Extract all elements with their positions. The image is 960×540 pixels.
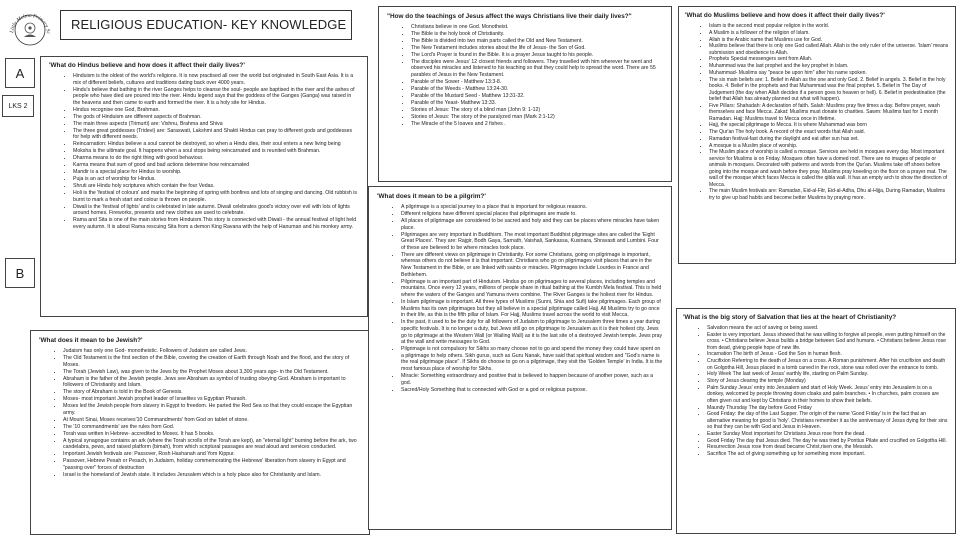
list-item: • Puja is an act of worship for Hindus. [73, 176, 359, 183]
list-item: • Incarnation The birth of Jesus - God the Son in human flesh. [707, 351, 949, 357]
list-item: • The three great goddesses (Tridevi) are: Saraswati, Lakshmi and Shakti Hindus can pray to different gods and goddesses for help with different needs. [73, 128, 359, 141]
jewish-heading: 'What does it mean to be Jewish?' [39, 337, 143, 344]
list-item: • Reincarnation: Hindus believe a soul cannot be destroyed, so when a Hindu dies, their soul enters a new living being [73, 141, 359, 148]
list-item: • Different religions have different special places that pilgrimages are made to. [401, 211, 663, 218]
muslim-list [685, 23, 949, 201]
list-item: • Important Jewish festivals are: Passover, Rosh Hashanah and Yom Kippur. [63, 451, 361, 458]
list-item: • Stories of Jesus: The story of the paralyzed man (Mark 2:1-12) [411, 114, 663, 121]
list-item: • Moses- most important Jewish prophet leader of Israelites vs Egyptian Pharaoh. [63, 396, 361, 403]
list-item: • Five Pillars: Shahadah: A declaration of faith. Salah: Muslims pray five times a day. Before prayer, wash themselves and face Mecca. Zakat: Muslims must donate to charities. Sawm: Muslims fast for 1 month Ramadan. Hajj: Muslims travel to Mecca once in lifetime. [709, 103, 949, 122]
list-item: • Dharma means to do the right thing with good behaviour. [73, 155, 359, 162]
list-item: • Diwali is the 'festival of lights' and is celebrated in late autumn. Diwali celebrates good's victory over evil with lots of lights around homes. Fireworks, presents and new clothes are used to celebrate. [73, 204, 359, 217]
list-item: • Passover, Hebrew Pesah or Pesach, in Judaism, holiday commemorating the Hebrews' liberation from slavery in Egypt and "passing over" forces of destruction [63, 458, 361, 471]
list-item: • Shruti are Hindu holy scriptures which contain the four Vedas. [73, 183, 359, 190]
list-item: • A typical synagogue contains an ark (where the Torah scrolls of the Torah are kept), an "eternal light" burning before the ark, two candelabra, pews, and raised platform (bimah), from which scriptural passages are read aloud and services conducted. [63, 438, 361, 451]
list-item: • A pilgrimage is a special journey to a place that is important for religious reasons. [401, 204, 663, 211]
jesus-teachings-panel [378, 6, 672, 182]
jewish-knowledge-panel [30, 330, 370, 535]
list-item: • Hinduism is the oldest of the world's religions. It is now practised all over the world but originated in South East Asia. It is a mix of different beliefs, cultures and traditions dating back over 4000 years. [73, 73, 359, 86]
list-item: • Holi is the 'festival of colours' and marks the beginning of spring with bonfires and lots of singing and dancing. Old rubbish is burnt to mark a fresh start and colour is thrown on people. [73, 190, 359, 203]
list-item: • Christians believe in one God. Monotheist. [411, 24, 663, 31]
pilgrim-heading: 'What does it mean to be a pilgrim?' [377, 193, 486, 200]
school-logo [4, 4, 56, 56]
list-item: • The New Testament includes stories about the life of Jesus- the Son of God. [411, 45, 663, 52]
list-item: • Muhammad was the last prophet and the key prophet in Islam. [709, 63, 949, 69]
list-item: • Salvation means the act of saving or being saved. [707, 325, 949, 331]
list-item: • Mandir is a special place for Hindus to worship. [73, 169, 359, 176]
list-item: • A mosque is a Muslim place of worship. [709, 143, 949, 149]
section-label-a: A [5, 58, 35, 88]
list-item: • Story of Jesus clearing the temple (Monday) [707, 378, 949, 384]
list-item: • The Bible is divided into two main parts called the Old and New Testament. [411, 38, 663, 45]
list-item: • The six main beliefs are: 1. Belief in Allah as the one and only God. 2. Belief in angels. 3. Belief in the holy books. 4. Belief in the prophets and that Muhammad was the final prophet. 5. Belief in The Day of Judgement (the day when Allah decides if a person goes to heaven or hell). 6. Belief in predestination (the belief that Allah has already planned out what will happen). [709, 77, 949, 103]
list-item: • Palm Sunday Jesus' entry into Jerusalem and start of Holy Week. Jesus' entry into Jerusalem is on a donkey, welcomed by people throwing down cloaks and palm branches. • In churches, palm crosses are often given out and kept by Christians in their homes to show their beliefs. [707, 385, 949, 404]
list-item: • The story of Abraham is told in the Book of Genesis. [63, 389, 361, 396]
list-item: • Torah was written in Hebrew- accredited to Moses. It has 5 books. [63, 431, 361, 438]
list-item: • Allah is the Arabic name that Muslims use for God. [709, 37, 949, 43]
list-item: • The Miracle of the 5 loaves and 2 fishes . [411, 121, 663, 128]
list-item: • Moksha is the ultimate goal. It happens when a soul stops being reincarnated and is reunited with Brahman. [73, 148, 359, 155]
list-item: • Moses led the Jewish people from slavery in Egypt to freedom. He parted the Red Sea so that they could escape the Egyptian army. [63, 403, 361, 416]
list-item: • Holy Week The last week of Jesus' earthly life, starting on Palm Sunday. [707, 371, 949, 377]
jesus-heading: "How do the teachings of Jesus affect the ways Christians live their daily lives?" [387, 13, 632, 20]
list-item: • There are different views on pilgrimage in Christianity. For some Christians, going on pilgrimage is important, whereas others do not believe it is that important. Christians who go on pilgrimages visit places that are in the New Testament in the Bible, or are linked with saints or miracles. Pilgrimages include Lourdes in France and Bethlehem. [401, 252, 663, 279]
list-item: • Parable of the Sower - Matthew 13:3-8. [411, 79, 663, 86]
list-item: • Prophets Special messengers sent from Allah. [709, 56, 949, 62]
salvation-heading: 'What is the big story of Salvation that lies at the heart of Christianity? [683, 314, 897, 321]
list-item: • The '10 commandments' are the rules from God. [63, 424, 361, 431]
list-item: • In Islam pilgrimage is important. All three types of Muslims (Sunni, Shia and Sufi) take pilgrimages. Each group of Muslims has its own pilgrimages but they all believe in a special pilgrimage called Hajj. All Muslims try to go once in their life, as this is the fifth pillar of Islam. For Hajj, Muslims travel across the world to visit Mecca. [401, 299, 663, 319]
list-item: • The gods of Hinduism are different aspects of Brahman. [73, 114, 359, 121]
hindu-heading: 'What do Hindus believe and how does it affect their daily lives?' [49, 62, 245, 69]
list-item: • Rama and Sita is one of the main stories from Hinduism.This story is connected with Diwali - the annual festival of light held every autumn. It is about Rama rescuing Sita from a demon King Ravana with the help of Hanuman and his monkey army. [73, 217, 359, 230]
list-item: • The Qur'an The holy book. A record of the exact words that Allah said. [709, 129, 949, 135]
list-item: • Pilgrimages are very important in Buddhism. The most important Buddhist pilgrimage sites are called the 'Eight Great Places'. They are: Rajgir, Bodh Gaya, Sarnath, Vaishali, Sankassa, Kusinara, Shravasti and Lumbini. Four of these are believed to be where miracles took place. [401, 232, 663, 252]
list-item: • Ramadan festival-fast during the daylight and eat after sun has set. [709, 136, 949, 142]
list-item: • Islam is the second most popular religion in the world. [709, 23, 949, 29]
list-item: • A Muslim is a follower of the religion of Islam. [709, 30, 949, 36]
muslim-knowledge-panel [678, 6, 956, 264]
list-item: • Sacrifice The act of giving something up for something more important. [707, 451, 949, 457]
pilgrim-knowledge-panel [368, 186, 672, 530]
list-item: • Judaism has only one God- monotheistic. Followers of Judaism are called Jews. [63, 348, 361, 355]
list-item: • Abraham is the father of the Jewish people. Jews see Abraham as symbol of trusting obeying God. Abraham is important to followers of Christianity and Islam. [63, 376, 361, 389]
list-item: • Sacred/Holy Something that is connected with God or a god or religious purpose. [401, 387, 663, 394]
svg-text:Little Melton Primary School [4, 4, 51, 35]
list-item: • The disciples were Jesus' 12 closest friends and followers. They travelled with him wherever he went and observed his miracles and listened to his teaching so that they could help to spread the word. There are 55 parables of Jesus in the New Testament. [411, 59, 663, 79]
list-item: • Israel is the homeland of Jewish state. It includes Jerusalem which is a holy place also for Christianity and Islam. [63, 472, 361, 479]
hindu-knowledge-panel [40, 56, 368, 317]
list-item: • Easter Sunday Most important for Christians Jesus rose from the dead. [707, 431, 949, 437]
list-item: • Easter is very important. Jesus showed that he was willing to forgive all people, even putting himself on the cross. • Christians believe Jesus builds a bridge between God and humans. • Christians believe Jesus rose from dead, giving people hope of new life. [707, 332, 949, 351]
list-item: • Good Friday The day that Jesus died. The day he was tried by Pontius Pilate and crucified on Golgotha Hill. [707, 438, 949, 444]
list-item: • Pilgrimage is an important part of Hinduism. Hindus go on pilgrimages to several places, including temples and mountains. Once every 12 years, millions of people share in ritual bathing at the Kumbh Mela festival. This is held where the waters of the Ganges and Yamuna rivers combine. The River Ganges is the holiest river for Hindus. [401, 279, 663, 299]
list-item: • In the past, it used to be the duty for all followers of Judaism to pilgrimage to Jerusalem three times a year during specific festivals. It is no longer a duty, but Jews still go on pilgrimage to Jerusalem as it is their holiest city. Jews go to pilgrimage at the Western Wall (or Wailing Wall) as it is the last site of a destroyed Jewish temple. Jews pray at the wall and write messages to God. [401, 319, 663, 346]
list-item: • Parable of the Mustard Seed - Matthew 13:31-32. [411, 93, 663, 100]
jewish-list [39, 348, 361, 478]
list-item: • Resurrection Jesus rose from dead became Christ,risen one, the Messiah. [707, 444, 949, 450]
list-item: • Crucifixion Referring to the death of Jesus on a cross. A Roman punishment. After his crucifixion and death on Golgotha Hill, Jesus placed in a tomb carved in the rock, stone was rolled over the entrance to tomb. [707, 358, 949, 371]
list-item: • Good Friday: the day of the Last Supper. The origin of the name 'Good Friday' is in the fact that an alternative meaning for good is 'holy'. Christians remember it as the anniversary of Jesus dying for their sins so that they can be with God and Jesus in Heaven. [707, 411, 949, 430]
muslim-heading: 'What do Muslims believe and how does it affect their daily lives?' [685, 12, 885, 19]
list-item: • Maundy Thursday The day before Good Friday [707, 405, 949, 411]
list-item: • Pilgrimage is not compulsory for Sikhs so many choose not to go and spend the money they could have spent on a pilgrimage to help others. Sikh gurus, such as Guru Nanak, have said that spiritual wisdom and "God's name is the real pilgrimage place". If Sikhs do choose to go on a pilgrimage, they visit the 'Golden Temple' in India. It is the most famous place of worship for Sikhs. [401, 346, 663, 373]
list-item: • The main three aspects (Trimurti) are: Vishnu, Brahma and Shiva [73, 121, 359, 128]
list-item: • The Muslim place of worship is called a mosque. Services are held in mosques every day. Most important service for Muslims is on Friday. Mosques often have a domed roof. There are no images of people or animals in mosques. Decorated with patterns and words from the Qur'an. Muslims take off shoes before going into the mosque and wash before they pray. Muslims pray kneeling on the floor on a prayer mat. The wall of the mosque which faces Mecca is called the qibla wall. It has an empty arch to show the direction of Mecca. [709, 149, 949, 188]
jesus-list [387, 24, 663, 127]
salvation-knowledge-panel [676, 308, 956, 534]
list-item: • Parable of the Weeds - Matthew 13:24-30. [411, 86, 663, 93]
list-item: • The Bible is the holy book of Christianity. [411, 31, 663, 38]
page-title: RELIGIOUS EDUCATION- KEY KNOWLEDGE [71, 17, 347, 32]
list-item: • The main Muslim festivals are: Ramadan, Eid-al-Fitr, Eid-al-Adha, Dhu al-Hijja, During Ramadan, Muslims try to give up bad habits and become better Muslims by praying more. [709, 188, 949, 201]
logo-text: Little Melton Primary Sc [9, 12, 52, 35]
list-item: • Karma means that sum of good and bad actions determine how reincarnated [73, 162, 359, 169]
salvation-list [683, 325, 949, 458]
page-title-box [60, 10, 352, 40]
list-item: • Hajj, the special pilgrimage to Mecca. It is where Muhammad was born [709, 122, 949, 128]
list-item: • The Torah (Jewish Law), was given to the Jews by the Prophet Moses about 3,300 years ago- in the Old Testament. [63, 369, 361, 376]
list-item: • Hindu's believe that bathing in the river Ganges helps to cleanse the soul- people are baptised in the river and the ashes of people who have died are poured into the river. Hindu legend says that the goddess of the Ganges (Ganga) was raised in the heavens and then came to earth and formed the river. It is a holy site for Hindus. [73, 87, 359, 107]
list-item: • Parable of the Yeast- Matthew 13:33. [411, 100, 663, 107]
list-item: • Miracle: Something extraordinary and positive that is believed to happen because of another power, such as a god. [401, 373, 663, 386]
list-item: • The Old Testament is the first section of the Bible, covering the creation of Earth through Noah and the flood, and the story of Moses. [63, 355, 361, 368]
list-item: • Hindus recognise one God, Brahman. [73, 107, 359, 114]
section-label-lks2: LKS 2 [2, 95, 34, 117]
list-item: • At Mount Sinai, Moses receives'10 Commandments' from God on tablet of stone. [63, 417, 361, 424]
logo-emblem-icon [24, 23, 36, 37]
hindu-list [49, 73, 359, 231]
list-item: • All places of pilgrimage are considered to be sacred and holy and they can be places where miracles have taken place. [401, 218, 663, 231]
list-item: • Muslims believe that there is only one God called Allah. Allah is the only ruler of the universe. 'Islam' means submission and obedience to Allah. [709, 43, 949, 56]
section-label-b: B [5, 258, 35, 288]
list-item: • Muhammad- Muslims say "peace be upon him" after his name spoken. [709, 70, 949, 76]
list-item: • The Lord's Prayer is found in the Bible. It is a prayer Jesus taught to his people. [411, 52, 663, 59]
list-item: • Stories of Jesus: The story of a blind man (John 9: 1-12) [411, 107, 663, 114]
pilgrim-list [377, 204, 663, 393]
